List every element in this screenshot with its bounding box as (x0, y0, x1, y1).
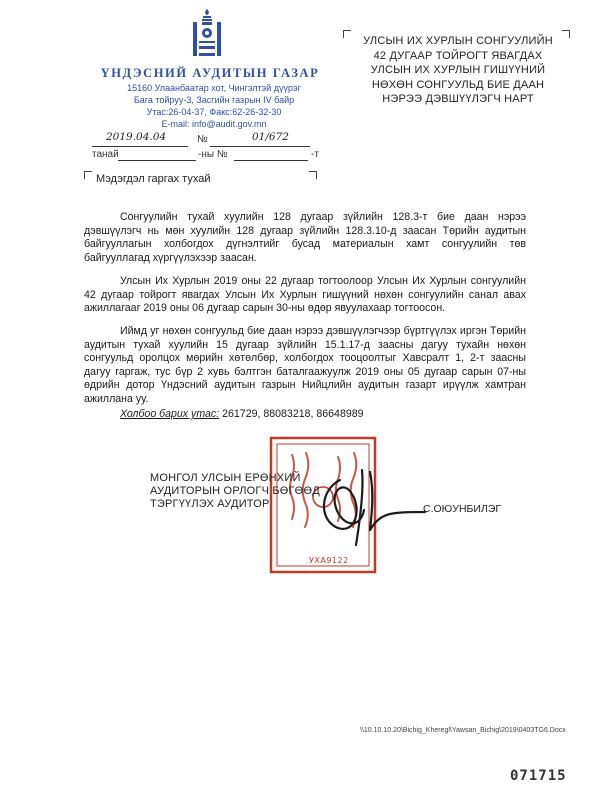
recipient-line: НӨХӨН СОНГУУЛЬД БИЕ ДААН (371, 78, 545, 91)
tanai-date-underline (118, 160, 196, 161)
signatory-name: С.ОЮУНБИЛЭГ (423, 503, 502, 515)
address-line: Бага тойруу-3, Засгийн газрын IV байр (133, 95, 295, 105)
organization-address (108, 82, 320, 130)
contact-numbers: 261729, 88083218, 86648989 (222, 408, 364, 420)
body-paragraph-2: Улсын Их Хурлын 2019 оны 22 дугаар тогтоолоор Улсын Их Хурлын сонгуулийн 42 дугаар тойрогт явагдах Улсын Их Хурлын гишүүний нөхөн сонгуулийн санал авах ажиллагааг 2019 оны 06 дугаар сарын 30-ны өдөр явуулахаар тогтоосон. (84, 275, 526, 314)
number-underline (210, 146, 310, 147)
recipient-line: УЛСЫН ИХ ХУРЛЫН ГИШҮҮНИЙ (370, 64, 546, 76)
recipient-address (342, 34, 574, 107)
signatory-title (150, 472, 320, 511)
letter-number: 01/672 (252, 131, 289, 143)
contact-phones (120, 408, 364, 420)
signatory-title-line: ТЭРГҮҮЛЭХ АУДИТОР (150, 498, 270, 510)
contact-label: Холбоо барих утас: (120, 408, 220, 420)
bracket-corner (309, 171, 317, 179)
soyombo-emblem-icon (190, 8, 224, 60)
address-line: E-mail: info@audit.gov.mn (161, 119, 267, 129)
signatory-title-line: МОНГОЛ УЛСЫН ЕРӨНХИЙ (150, 472, 301, 484)
letter-date: 2019.04.04 (106, 131, 167, 143)
bracket-corner (84, 171, 92, 179)
body-paragraph-3: Иймд уг нөхөн сонгуульд бие даан нэрээ дэвшүүлэгчээр бүртгүүлэх иргэн Төрийн аудитын тухай хуулийн 15 дугаар зүйлийн 15.1.17-д заасны дагуу тухайн нөхөн сонгуульд оролцох мөрийн хөтөлбөр, холбогдох тооцоолтыг Хавсралт 1, 2-т заасны дагуу гаргаж, тус бүр 2 хувь бэлтгэн баталгаажуулж 2019 оны 05 дугаар сарын 07-ны өдрийн дотор Үндэсний аудитын газрын Нийцлийн аудитын газарт ирүүлж хамтран ажиллана уу. (84, 325, 526, 405)
address-line: Утас:26-04-37, Факс:62-26-32-30 (146, 107, 282, 117)
tanai-number-underline (234, 160, 308, 161)
organization-name: ҮНДЭСНИЙ АУДИТЫН ГАЗАР (100, 66, 320, 80)
t-label: -т (311, 149, 319, 160)
handwritten-signature (300, 450, 430, 550)
address-line: 15160 Улаанбаатар хот, Чингэлтэй дүүрэг (127, 83, 301, 93)
signatory-title-line: АУДИТОРЫН ОРЛОГЧ БӨГӨӨД (150, 485, 320, 497)
tanai-label: танай (92, 149, 119, 160)
stamp-code: УХА9122 (309, 556, 349, 565)
recipient-line: 42 ДУГААР ТОЙРОГТ ЯВАГДАХ (373, 49, 543, 62)
letter-subject: Мэдэгдэл гаргах тухай (96, 173, 211, 185)
date-underline (92, 146, 188, 147)
file-path: \\10.10.10.20\Bichig_Kheregl\Yawsan_Bichig\2019\0403TG6.Docx (360, 727, 566, 734)
document-serial-number: 071715 (510, 768, 567, 784)
ny-label: -ны № (198, 149, 228, 160)
body-paragraph-1: Сонгуулийн тухай хуулийн 128 дугаар зүйлийн 128.3-т бие даан нэрээ дэвшүүлэгч нь мөн хуулийн 128 дугаар зүйлийн 128.3.10-д заасан Төрийн аудитын байгууллагын холбогдох дүгнэлтийг бусад материалын хамт сонгуулийн төв байгууллагад хүргүүлэхээр заасан. (84, 211, 526, 264)
recipient-line: УЛСЫН ИХ ХУРЛЫН СОНГУУЛИЙН (363, 35, 553, 47)
number-label: № (197, 134, 208, 145)
recipient-line: НЭРЭЭ ДЭВШҮҮЛЭГЧ НАРТ (382, 93, 534, 105)
